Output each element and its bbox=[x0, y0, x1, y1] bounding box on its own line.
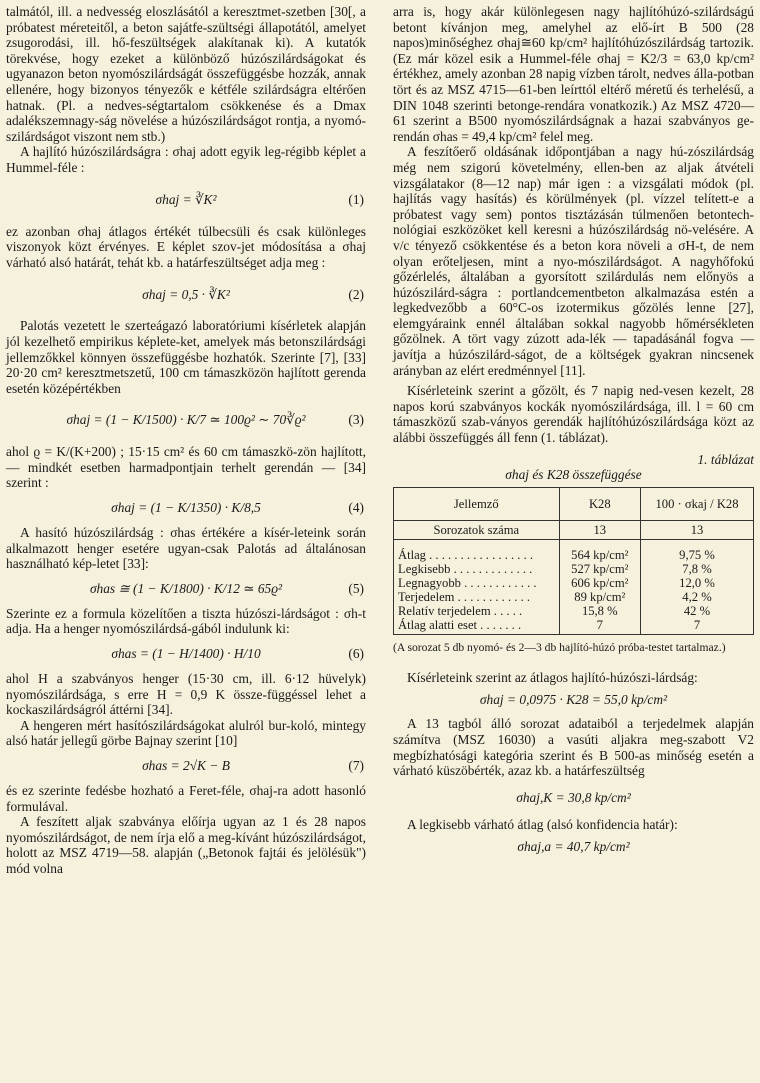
cell-value: 7 bbox=[693, 617, 701, 632]
row-label: Legkisebb . . . . . . . . . . . . . bbox=[398, 561, 533, 576]
table-cell: 13 bbox=[559, 520, 640, 539]
paragraph: ahol ϱ = K/(K+200) ; 15·15 cm² és 60 cm támaszkö-zön hajlított, — mindkét esetben harmadpontjain terhelt gerendán — [34] szerint : bbox=[6, 444, 366, 491]
paragraph: Kísérleteink szerint az átlagos hajlító-húzószi-lárdság: bbox=[407, 669, 698, 685]
equation-1 bbox=[6, 179, 366, 221]
equation-number: (2) bbox=[348, 286, 364, 302]
table-header-row bbox=[394, 487, 754, 520]
table-cell: 13 bbox=[640, 520, 753, 539]
data-table bbox=[393, 487, 754, 635]
table-cell: Sorozatok száma bbox=[394, 520, 560, 539]
equation-number: (5) bbox=[348, 581, 364, 597]
row-label: Átlag alatti eset . . . . . . . bbox=[398, 617, 522, 632]
table-note: (A sorozat 5 db nyomó- és 2—3 db hajlító-húzó próba-testet tartalmaz.) bbox=[393, 640, 726, 654]
cell-value: 7 bbox=[596, 617, 603, 632]
equation-body: σhas = (1 − H/1400) · H/10 bbox=[111, 646, 261, 662]
table-cell-k28 bbox=[559, 539, 640, 634]
paragraph: A feszített aljak szabványa előírja ugyan az 1 és 28 napos nyomószilárdságot, de nem írja elő a meg-kívánt húzószilárdságot, holott az MSZ 4719—58. alapján („Betonok fajtái és jelölésük") mód volna bbox=[6, 814, 366, 876]
cell-value: 89 kp/cm² bbox=[574, 589, 626, 604]
row-label: Relatív terjedelem . . . . . bbox=[398, 603, 523, 618]
equation-body: σhaj = ∛K² bbox=[155, 191, 217, 207]
paragraph: arra is, hogy akár különlegesen nagy hajlítóhúzó-szilárdságú betont kívánjon meg, amelyhel az elő-írt B 500 (28 napos)minőséghez σhaj≅60 kp/cm² hajlítóhúzószilárdság tartozik. (Ez már közel esik a Hummel-féle σhaj = K2/3 = 63,0 kp/cm² értékhez, amely azonban 28 napig vízben tárolt, nedves álla-potban tört és az MSZ 4715—61-ben leírttól eltérő méretű és terhelésű, a DIN 1048 szerinti betonge-rendára vonatkozik.) Az MSZ 4720—61 szerint a B500 nyomószilárdságnak a hazai szabványos ge-rendán σhas = 49,4 kp/cm² felel meg. bbox=[393, 4, 754, 144]
cell-value: 4,2 % bbox=[682, 589, 712, 604]
table-title: σhaj és K28 összefüggése bbox=[505, 467, 642, 483]
equation-number: (6) bbox=[348, 646, 364, 662]
paragraph: Szerinte ez a formula közelítően a tiszta húzószi-lárdságot : σh-t adja. Ha a henger nyomószilárdsá-gából indulunk ki: bbox=[6, 605, 366, 637]
equation-body: σhaj,a = 40,7 kp/cm² bbox=[517, 838, 630, 854]
table-caption: 1. táblázat bbox=[697, 451, 754, 467]
row-label: Terjedelem . . . . . . . . . . . . bbox=[398, 589, 531, 604]
table-cell-labels bbox=[394, 539, 560, 634]
equation-2 bbox=[6, 273, 366, 315]
cell-value: 9,75 % bbox=[679, 547, 715, 562]
table-header: K28 bbox=[559, 487, 640, 520]
row-label: Legnagyobb . . . . . . . . . . . . bbox=[398, 575, 537, 590]
paragraph: A hasító húzószilárdság : σhas értékére a kísér-leteink során alkalmazott henger esetére ugyan-csak Palotás ad általánosan használható kép-letet [33]: bbox=[6, 525, 366, 572]
paragraph: A feszítőerő oldásának időpontjában a nagy hú-zószilárdság még nem szigorú követelmény, ellen-ben az aljak átvételi vizsgálatakor (8—12 nap) már igen : a vizsgálati módok (pl. hajlítás vagy hasítás) és körülmények (pl. vízzel telített-e a próbatest vagy sem) pontos tisztázásán túlmenően betontech-nológiai eszközöket kell keresni a húzószilárdság nö-velésére. A v/c tényező csökkentése és a beton kora növeli a σH-t, de nem olyan erőteljesen, mint a nyo-mószilárdságot. A nagyhőfokú gőzérlelés, általában a gyorsított szilárdulás nem előnyös a húzószilárd-ságra : portlandcementbeton alkalmazása estén a legkedvezőbb a 60°C-os izotermikus gőzölés lenne [27], elemgyáraink ennél általában sokkal nagyobb hőmérsékleten gőzölnek. A tört vagy zúzott ada-lék — tapadásánál fogva — javítja a húzószilárd-ságot, de a költségek gyakran nincsenek arányban az elért eredménnyel [11]. bbox=[393, 144, 754, 378]
equation-10 bbox=[393, 835, 754, 857]
cell-value: 564 kp/cm² bbox=[571, 547, 629, 562]
equation-3 bbox=[6, 399, 366, 441]
equation-body: σhaj = 0,5 · ∛K² bbox=[142, 286, 230, 302]
paragraph: ez azonban σhaj átlagos értékét túlbecsüli és csak különleges viszonyok közt érvényes. E képlet szov-jet módosítása a σhaj várható alsó határát, tehát kb. a határfeszültséget adja meg : bbox=[6, 223, 366, 270]
table-row bbox=[394, 539, 754, 634]
cell-value: 7,8 % bbox=[682, 561, 712, 576]
equation-9 bbox=[393, 787, 754, 809]
equation-body: σhaj = (1 − K/1350) · K/8,5 bbox=[111, 500, 261, 516]
table-cell-ratio bbox=[640, 539, 753, 634]
equation-7 bbox=[6, 752, 366, 780]
paragraph: Palotás vezetett le szerteágazó laboratóriumi kísérletek alapján jól kezelhető empirikus képlete-ket, amelyek más betonszilárdsági jellemzőkkel könnyen összefüggésbe hozhatók. Szerinte [7], [33] 20·20 cm² keresztmetszetű, 100 cm támaszközön hajlított gerenda esetén középértékben bbox=[6, 318, 366, 396]
equation-body: σhaj = (1 − K/1500) · K/7 ≃ 100ϱ² ∼ 70∛ϱ² bbox=[66, 412, 306, 428]
paragraph: A legkisebb várható átlag (alsó konfidencia határ): bbox=[407, 816, 678, 832]
equation-number: (1) bbox=[348, 191, 364, 207]
equation-body: σhaj = 0,0975 · K28 = 55,0 kp/cm² bbox=[479, 691, 668, 707]
equation-6 bbox=[6, 640, 366, 668]
right-column bbox=[393, 4, 754, 860]
cell-value: 15,8 % bbox=[581, 603, 618, 618]
cell-value: 527 kp/cm² bbox=[571, 561, 629, 576]
equation-4 bbox=[6, 494, 366, 522]
table-header: Jellemző bbox=[394, 487, 560, 520]
row-label: Átlag . . . . . . . . . . . . . . . . . bbox=[398, 547, 534, 562]
equation-5 bbox=[6, 575, 366, 603]
paragraph: ahol H a szabványos henger (15·30 cm, ill. 6·12 hüvelyk) nyomószilárdsága, s erre H = 0,9 K össze-függéssel lehet a kockaszilárdságról áttérni [34]. bbox=[6, 671, 366, 718]
paragraph: A 13 tagból álló sorozat adataiból a terjedelmek alapján számítva (MSZ 16030) a vasúti aljakra meg-szabott V2 megbízhatósági kategória szerint és B 500-as minőség esetén a várható küszöbérték, azaz kb. a határfeszültség bbox=[393, 716, 754, 779]
left-column bbox=[6, 4, 366, 877]
equation-number: (3) bbox=[348, 412, 364, 428]
paragraph: talmától, ill. a nedvesség eloszlásától a keresztmet-szetben [30[, a próbatest méreteitől, a beton sajátfe-szültségi állapotától, amelyet zsugorodási, ill. hő-feszültségek alakítanak ki). A kutatók törekvése, hogy ezeket a különböző húzószilárdságokat és ugyanazon beton nyomószilárdságát összefüggésbe hozzák, annak ellenére, hogy bizonyos tényezők e kétféle szilárdságra eltérően hatnak. (Pl. a nedves-ségtartalom csökkenése és a Dmax adalékszemnagy-ság növelése a húzószilárdságot rontja, a nyomó-szilárdságot viszont nem stb.) bbox=[6, 4, 366, 144]
paragraph: Kísérleteink szerint a gőzölt, és 7 napig ned-vesen kezelt, 28 napos korú szabványos kockák nyomószilárdsága, ill. l = 60 cm támaszközű szab-ványos gerendák hajlítóhúzószilárdsága közt az alábbi összefüggés áll fenn (1. táblázat). bbox=[393, 383, 754, 446]
equation-number: (4) bbox=[348, 500, 364, 516]
equation-8 bbox=[393, 688, 754, 710]
equation-body: σhaj,K = 30,8 kp/cm² bbox=[516, 789, 631, 805]
cell-value: 42 % bbox=[683, 603, 711, 618]
equation-body: σhas ≅ (1 − K/1800) · K/12 ≃ 65ϱ² bbox=[89, 581, 283, 597]
cell-value: 12,0 % bbox=[679, 575, 715, 590]
paragraph: A hengeren mért hasítószilárdságokat alulról bur-koló, mintegy alsó határ jellegű görbe Bajnay szerint [10] bbox=[6, 717, 366, 749]
table-row bbox=[394, 520, 754, 539]
table-header: 100 · σkaj / K28 bbox=[640, 487, 753, 520]
paragraph: és ez szerinte fedésbe hozható a Feret-féle, σhaj-ra adott hasonló formulával. bbox=[6, 783, 366, 814]
equation-body: σhas = 2√K − B bbox=[142, 758, 230, 774]
cell-value: 606 kp/cm² bbox=[571, 575, 629, 590]
equation-number: (7) bbox=[348, 758, 364, 774]
paragraph: A hajlító húzószilárdságra : σhaj adott egyik leg-régibb képlet a Hummel-féle : bbox=[6, 144, 366, 175]
